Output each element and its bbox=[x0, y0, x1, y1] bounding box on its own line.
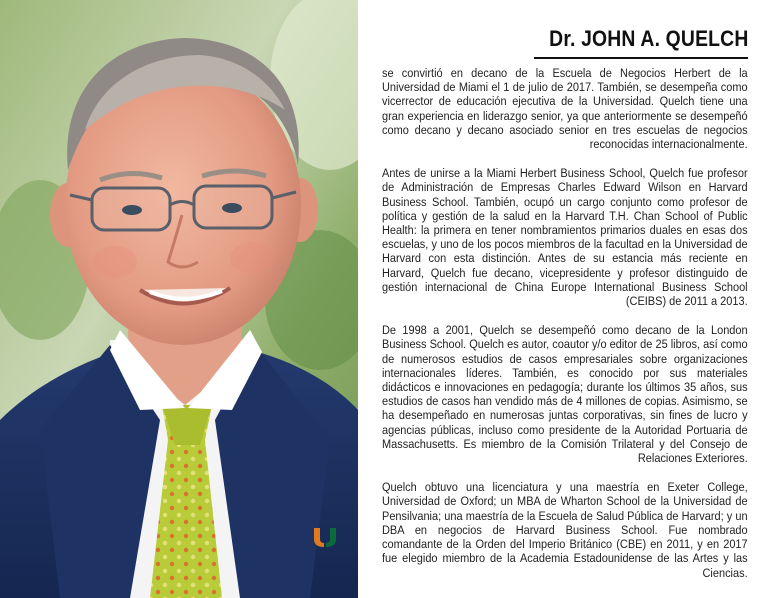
heading-divider bbox=[534, 57, 748, 59]
bio-paragraph-3: De 1998 a 2001, Quelch se desempeñó como decano de la London Business School. Quelch es autor, coautor y/o editor de 25 libros, así como de numerosos estudios de casos empresariales sobre organizaciones internacionales líderes. También, es conocido por sus materiales didácticos e innovaciones en pedagogía; durante los últimos 35 años, sus estudios de casos han vendido más de 4 millones de copias. Asimismo, se ha desempeñado en numerosas juntas corporativas, sin fines de lucro y agencias públicas, incluso como presidente de la Autoridad Portuaria de Massachusetts. Es miembro de la Comisión Trilateral y del Consejo de Relaciones Exteriores. bbox=[382, 323, 748, 466]
portrait-illustration bbox=[0, 0, 358, 598]
bio-text bbox=[382, 66, 748, 595]
lapel-pin-icon bbox=[312, 526, 338, 548]
bio-paragraph-2: Antes de unirse a la Miami Herbert Business School, Quelch fue profesor de Administración de Empresas Charles Edward Wilson en Harvard Business School. También, ocupó un cargo conjunto como profesor de política y gestión de la salud en la Harvard T.H. Chan School of Public Health: la primera en tener nombramientos primarios duales en esas dos escuelas, y uno de los pocos miembros de la facultad en la Universidad de Harvard con esta distinción. Antes de su estancia más reciente en Harvard, Quelch fue decano, vicepresidente y profesor distinguido de gestión internacional de China Europe International Business School (CEIBS) de 2011 a 2013. bbox=[382, 166, 748, 309]
bio-panel bbox=[380, 0, 748, 598]
bio-paragraph-4: Quelch obtuvo una licenciatura y una maestría en Exeter College, Universidad de Oxford; un MBA de Wharton School de la Universidad de Pensilvania; una maestría de la Escuela de Salud Pública de Harvard; y un DBA en negocios de Harvard Business School. Fue nombrado comandante de la Orden del Imperio Británico (CBE) en 2011, y en 2017 fue elegido miembro de la Academia Estadounidense de las Artes y las Ciencias. bbox=[382, 480, 748, 580]
bio-paragraph-1: se convirtió en decano de la Escuela de Negocios Herbert de la Universidad de Miami el 1 de julio de 2017. También, se desempeña como vicerrector de educación ejecutiva de la Universidad. Quelch tiene una gran experiencia en liderazgo senior, ya que anteriormente se desempeñó como decano y decano asociado senior en tres escuelas de negocios reconocidas internacionalmente. bbox=[382, 66, 748, 152]
name-heading: Dr. JOHN A. QUELCH bbox=[548, 26, 748, 51]
portrait-photo bbox=[0, 0, 358, 598]
